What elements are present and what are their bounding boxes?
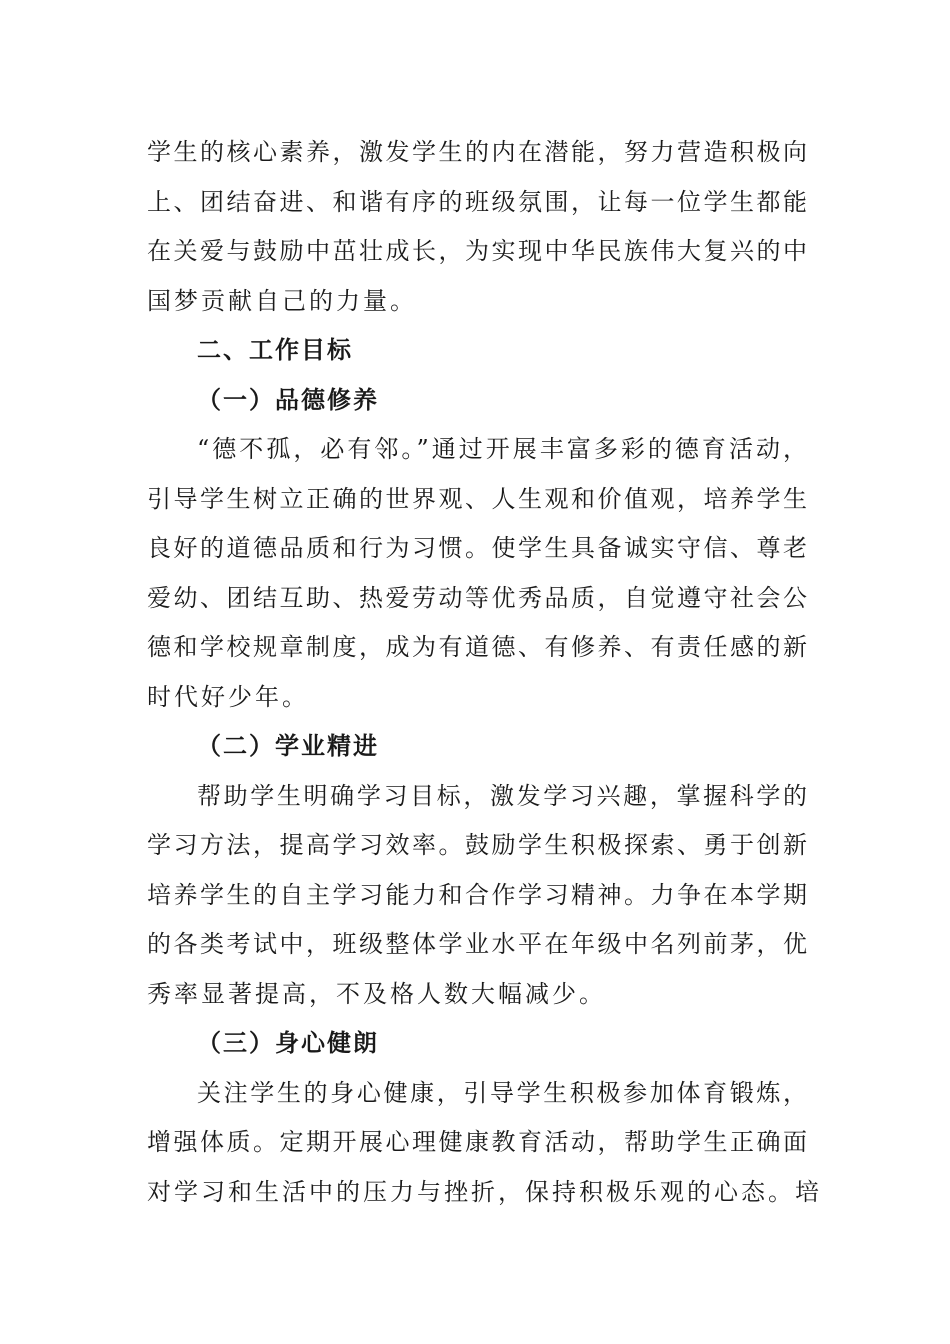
paragraph: [147, 1069, 822, 1218]
paragraph-line: 国梦贡献自己的力量。: [147, 286, 417, 315]
paragraph-line: 秀率显著提高，不及格人数大幅减少。: [147, 979, 606, 1008]
section-heading: 二、工作目标: [197, 336, 353, 364]
paragraph: [147, 128, 807, 326]
document-body: [147, 128, 822, 1217]
paragraph-line: 增强体质。定期开展心理健康教育活动，帮助学生正确面: [147, 1128, 807, 1156]
paragraph-line: 学习方法，提高学习效率。鼓励学生积极探索、勇于创新: [147, 831, 807, 859]
paragraph-line: 引导学生树立正确的世界观、人生观和价值观，培养学生: [147, 484, 807, 513]
paragraph: [147, 425, 807, 722]
paragraph-line: “德不孤，必有邻。”通过开展丰富多彩的德育活动，: [197, 435, 807, 463]
paragraph-line: 的各类考试中，班级整体学业水平在年级中名列前茅，优: [147, 930, 807, 958]
paragraph-line: 对学习和生活中的压力与挫折，保持积极乐观的心态。培: [147, 1177, 822, 1206]
paragraph: [147, 772, 807, 1020]
subsection-heading: （三）身心健朗: [197, 1029, 379, 1057]
paragraph-line: 时代好少年。: [147, 682, 309, 711]
paragraph-line: 良好的道德品质和行为习惯。使学生具备诚实守信、尊老: [147, 534, 807, 562]
paragraph-line: 帮助学生明确学习目标，激发学习兴趣，掌握科学的: [197, 781, 807, 810]
subsection-heading: （一）品德修养: [197, 385, 379, 414]
subsection-heading: （二）学业精进: [197, 732, 379, 760]
paragraph-line: 上、团结奋进、和谐有序的班级氛围，让每一位学生都能: [147, 187, 807, 216]
paragraph-line: 培养学生的自主学习能力和合作学习精神。力争在本学期: [147, 880, 807, 909]
paragraph-line: 学生的核心素养，激发学生的内在潜能，努力营造积极向: [147, 138, 807, 166]
paragraph-line: 爱幼、团结互助、热爱劳动等优秀品质，自觉遵守社会公: [147, 583, 807, 612]
paragraph-line: 关注学生的身心健康，引导学生积极参加体育锻炼，: [197, 1078, 807, 1107]
paragraph-line: 在关爱与鼓励中茁壮成长，为实现中华民族伟大复兴的中: [147, 237, 807, 265]
paragraph-line: 德和学校规章制度，成为有道德、有修养、有责任感的新: [147, 633, 807, 661]
